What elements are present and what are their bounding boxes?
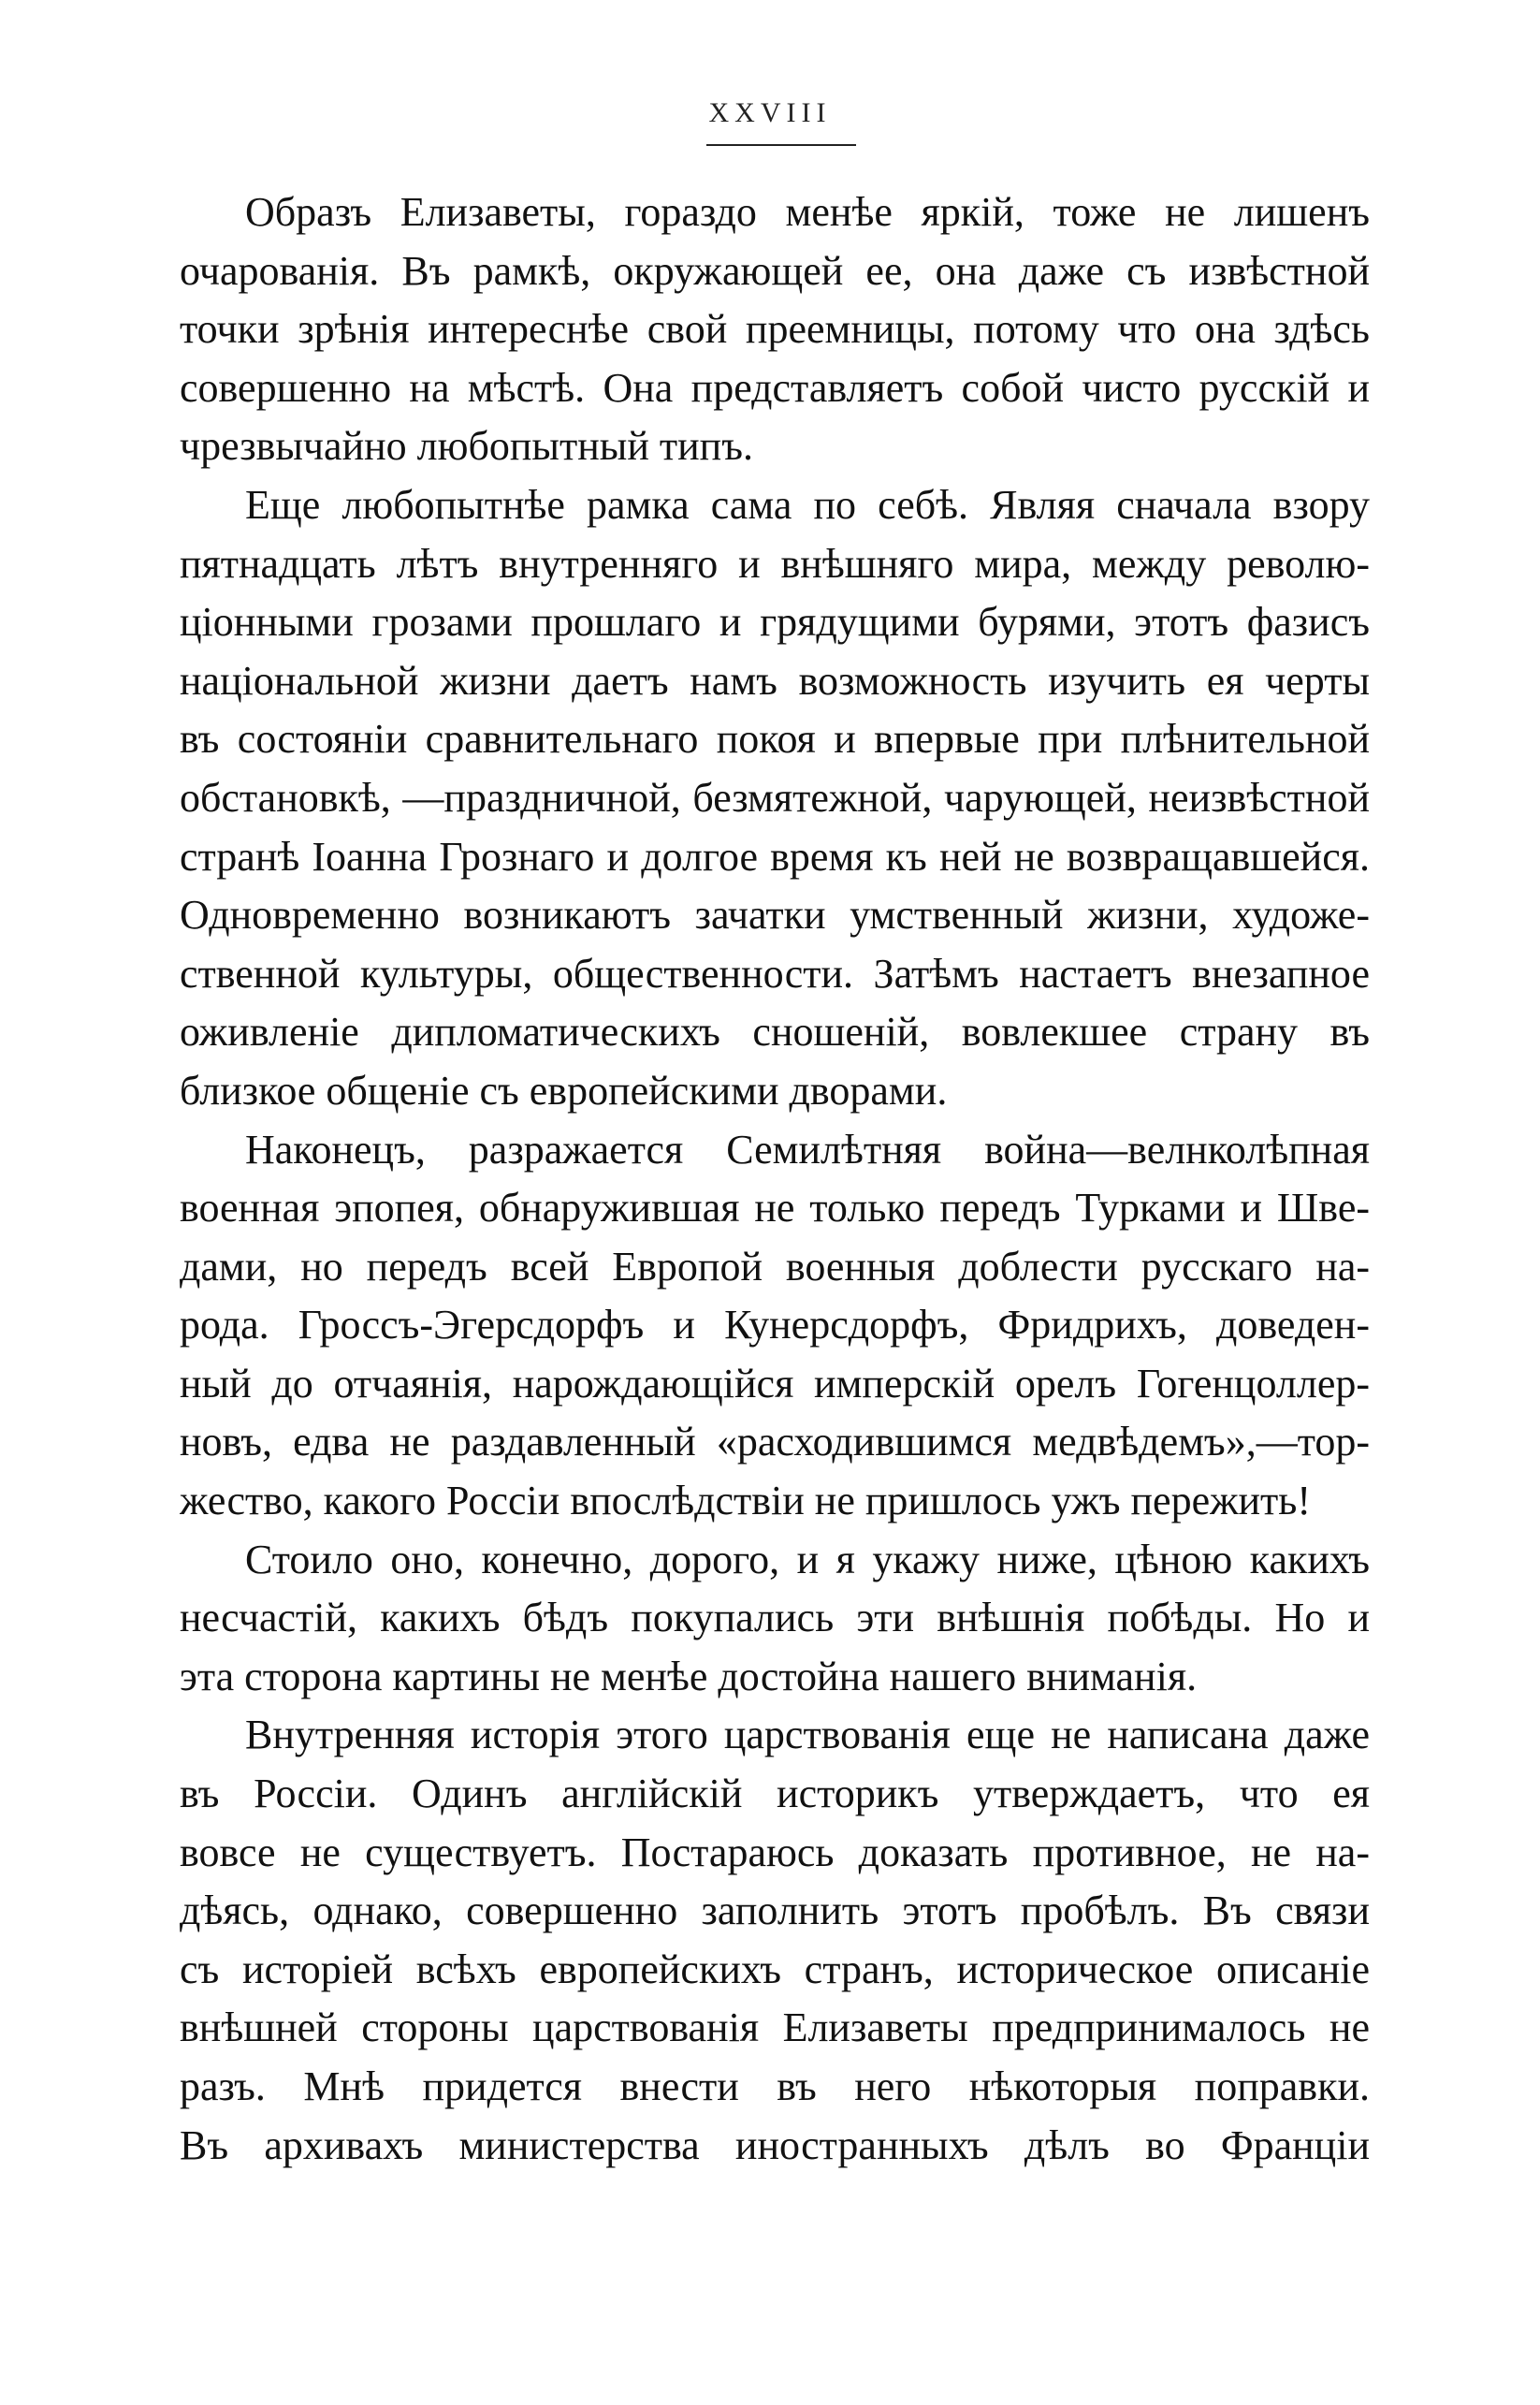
text-line: съ исторіей всѣхъ европейскихъ странъ, историческое описаніе xyxy=(180,1946,1370,1992)
text-line: дѣясь, однако, совершенно заполнить этотъ пробѣлъ. Въ связи xyxy=(180,1888,1370,1934)
text-line: очарованія. Въ рамкѣ, окружающей ее, она даже съ извѣстной xyxy=(180,247,1370,294)
text-line: ный до отчаянія, нарождающійся имперскій орелъ Гогенцоллер- xyxy=(180,1360,1370,1407)
text-line: разъ. Мнѣ придется внести въ него нѣкоторыя поправки. xyxy=(180,2063,1370,2109)
text-line: Стоило оно, конечно, дорого, и я укажу ниже, цѣною какихъ xyxy=(245,1536,1370,1582)
text-line: жество, какого Россіи впослѣдствіи не пришлось ужъ пережить! xyxy=(180,1478,1311,1524)
text-line: Въ архивахъ министерства иностранныхъ дѣлъ во Франціи xyxy=(180,2121,1370,2168)
text-line: вовсе не существуетъ. Постараюсь доказать противное, не на- xyxy=(180,1829,1370,1875)
text-line: эта сторона картины не менѣе достойна нашего вниманія. xyxy=(180,1653,1198,1699)
text-line: оживленіе дипломатическихъ сношеній, вовлекшее страну въ xyxy=(180,1009,1370,1056)
header-rule xyxy=(706,144,856,146)
text-line: дами, но передъ всей Европой военныя доблести русскаго на- xyxy=(180,1243,1370,1290)
text-line: несчастій, какихъ бѣдъ покупались эти внѣшнія побѣды. Но и xyxy=(180,1595,1370,1641)
text-line: Внутренняя исторія этого царствованія еще не написана даже xyxy=(245,1712,1370,1758)
text-column xyxy=(180,183,1370,2175)
text-line: въ состояніи сравнительнаго покоя и впервые при плѣнительной xyxy=(180,716,1370,763)
text-line: пятнадцать лѣтъ внутренняго и внѣшняго мира, между револю- xyxy=(180,540,1370,587)
text-line: Наконецъ, разражается Семилѣтняя война—велнколѣпная xyxy=(245,1126,1370,1173)
text-line: рода. Гроссъ-Эгерсдорфъ и Кунерсдорфъ, Фридрихъ, доведен- xyxy=(180,1302,1370,1348)
text-line: внѣшней стороны царствованія Елизаветы предпринималось не xyxy=(180,2004,1370,2051)
text-line: ціонными грозами прошлаго и грядущими бурями, этотъ фазисъ xyxy=(180,599,1370,646)
text-line: чрезвычайно любопытный типъ. xyxy=(180,423,753,470)
text-line: въ Россіи. Одинъ англійскій историкъ утверждаетъ, что ея xyxy=(180,1771,1370,1817)
text-line: новъ, едва не раздавленный «расходившимся медвѣдемъ»,—тор- xyxy=(180,1419,1370,1465)
text-line: Еще любопытнѣе рамка сама по себѣ. Являя сначала взору xyxy=(245,481,1370,528)
text-line: Образъ Елизаветы, гораздо менѣе яркій, тоже не лишенъ xyxy=(245,189,1370,235)
text-line: ственной культуры, общественности. Затѣмъ настаетъ внезапное xyxy=(180,950,1370,997)
text-line: національной жизни даетъ намъ возможность изучить ея черты xyxy=(180,657,1370,704)
text-line: точки зрѣнія интереснѣе свой преемницы, потому что она здѣсь xyxy=(180,306,1370,353)
text-line: близкое общеніе съ европейскими дворами. xyxy=(180,1067,948,1114)
text-line: обстановкѣ, —праздничной, безмятежной, чарующей, неизвѣстной xyxy=(180,774,1370,821)
text-line: совершенно на мѣстѣ. Она представляетъ собой чисто русскій и xyxy=(180,364,1370,411)
page-number: XXVIII xyxy=(708,97,832,128)
text-line: военная эпопея, обнаружившая не только передъ Турками и Шве- xyxy=(180,1185,1370,1232)
text-line: Одновременно возникаютъ зачатки умственный жизни, художе- xyxy=(180,892,1370,939)
text-line: странѣ Іоанна Грознаго и долгое время къ ней не возвращавшейся. xyxy=(180,833,1370,880)
